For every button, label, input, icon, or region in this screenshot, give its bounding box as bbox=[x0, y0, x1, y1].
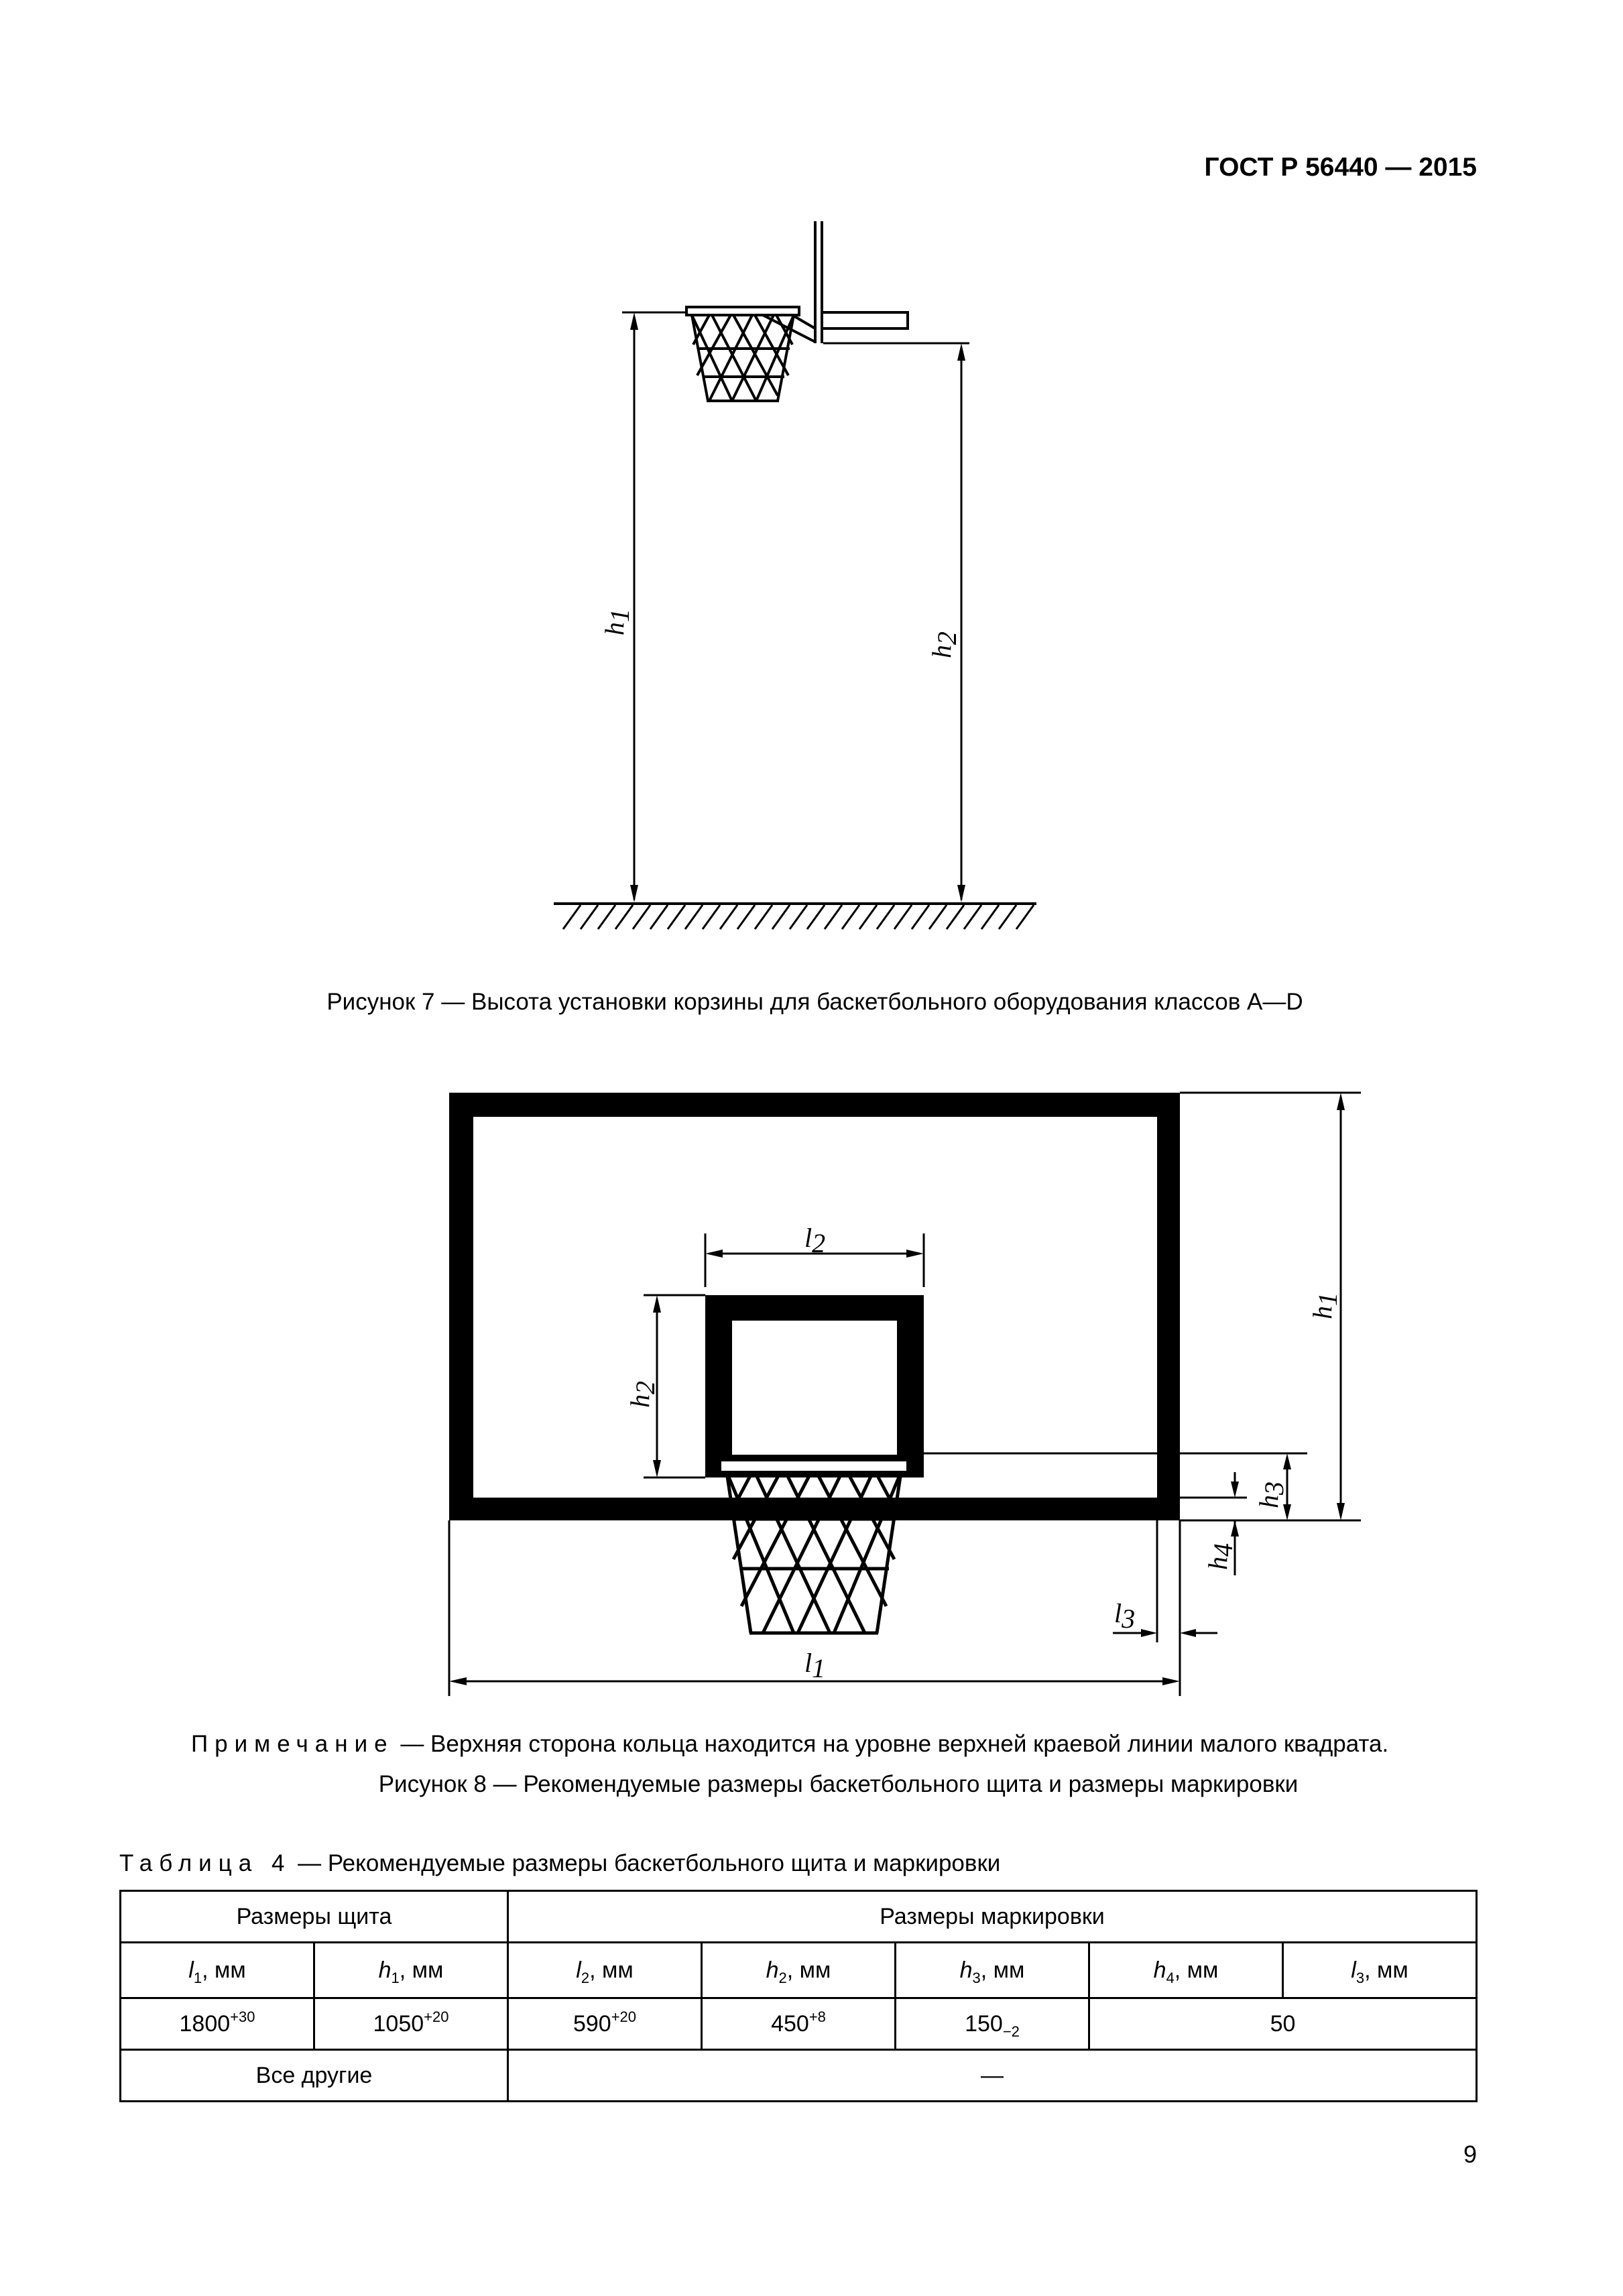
table-col-header: $h_4$, мм bbox=[1089, 1943, 1283, 1998]
figure-7-caption: Рисунок 7 — Высота установки корзины для баскетбольного оборудования классов А—D bbox=[326, 989, 1303, 1015]
fig8-label-h2: h2 bbox=[625, 1381, 660, 1408]
table-cell: $1050^{+20}$ bbox=[314, 1998, 508, 2050]
fig8-label-h1: h1 bbox=[1307, 1292, 1343, 1319]
table-cell: — bbox=[508, 2050, 1477, 2102]
fig8-label-l2: l2 bbox=[804, 1223, 826, 1258]
document-code: ГОСТ Р 56440 — 2015 bbox=[1204, 153, 1477, 182]
fig7-label-h1: h1 bbox=[599, 609, 635, 636]
page-number: 9 bbox=[1463, 2140, 1477, 2168]
table-col-header: $l_3$, мм bbox=[1283, 1943, 1477, 1998]
table-4-title: Таблица 4 — Рекомендуемые размеры баскетбольного щита и маркировки bbox=[119, 1850, 1001, 1876]
table-cell: $1800^{+30}$ bbox=[121, 1998, 314, 2050]
target-square bbox=[705, 1295, 924, 1477]
table-cell: $590^{+20}$ bbox=[508, 1998, 702, 2050]
fig8-label-l1: l1 bbox=[804, 1648, 826, 1683]
fig8-label-h4: h4 bbox=[1203, 1543, 1238, 1570]
table-col-header: $l_1$, мм bbox=[121, 1943, 314, 1998]
table-group-header: Размеры маркировки bbox=[508, 1891, 1477, 1943]
figure-8-caption: Рисунок 8 — Рекомендуемые размеры баскетбольного щита и размеры маркировки bbox=[378, 1771, 1299, 1797]
table-cell: $150_{-2}$ bbox=[896, 1998, 1089, 2050]
table-col-header: $h_3$, мм bbox=[896, 1943, 1089, 1998]
figure-8-note: Примечание — Верхняя сторона кольца находится на уровне верхней краевой линии малого квадрата. bbox=[191, 1731, 1389, 1757]
table-group-header: Размеры щита bbox=[121, 1891, 508, 1943]
net-figure8 bbox=[727, 1472, 901, 1633]
table-cell: Все другие bbox=[121, 2050, 508, 2102]
fig7-label-h2: h2 bbox=[926, 631, 962, 658]
table-col-header: $h_1$, мм bbox=[314, 1943, 508, 1998]
fig8-label-h3: h3 bbox=[1254, 1482, 1289, 1508]
table-col-header: $h_2$, мм bbox=[702, 1943, 896, 1998]
fig8-label-l3: l3 bbox=[1114, 1598, 1136, 1634]
table-cell: $450^{+8}$ bbox=[702, 1998, 896, 2050]
table-cell: 50 bbox=[1089, 1998, 1477, 2050]
table-4 bbox=[119, 1890, 1478, 2102]
table-col-header: $l_2$, мм bbox=[508, 1943, 702, 1998]
